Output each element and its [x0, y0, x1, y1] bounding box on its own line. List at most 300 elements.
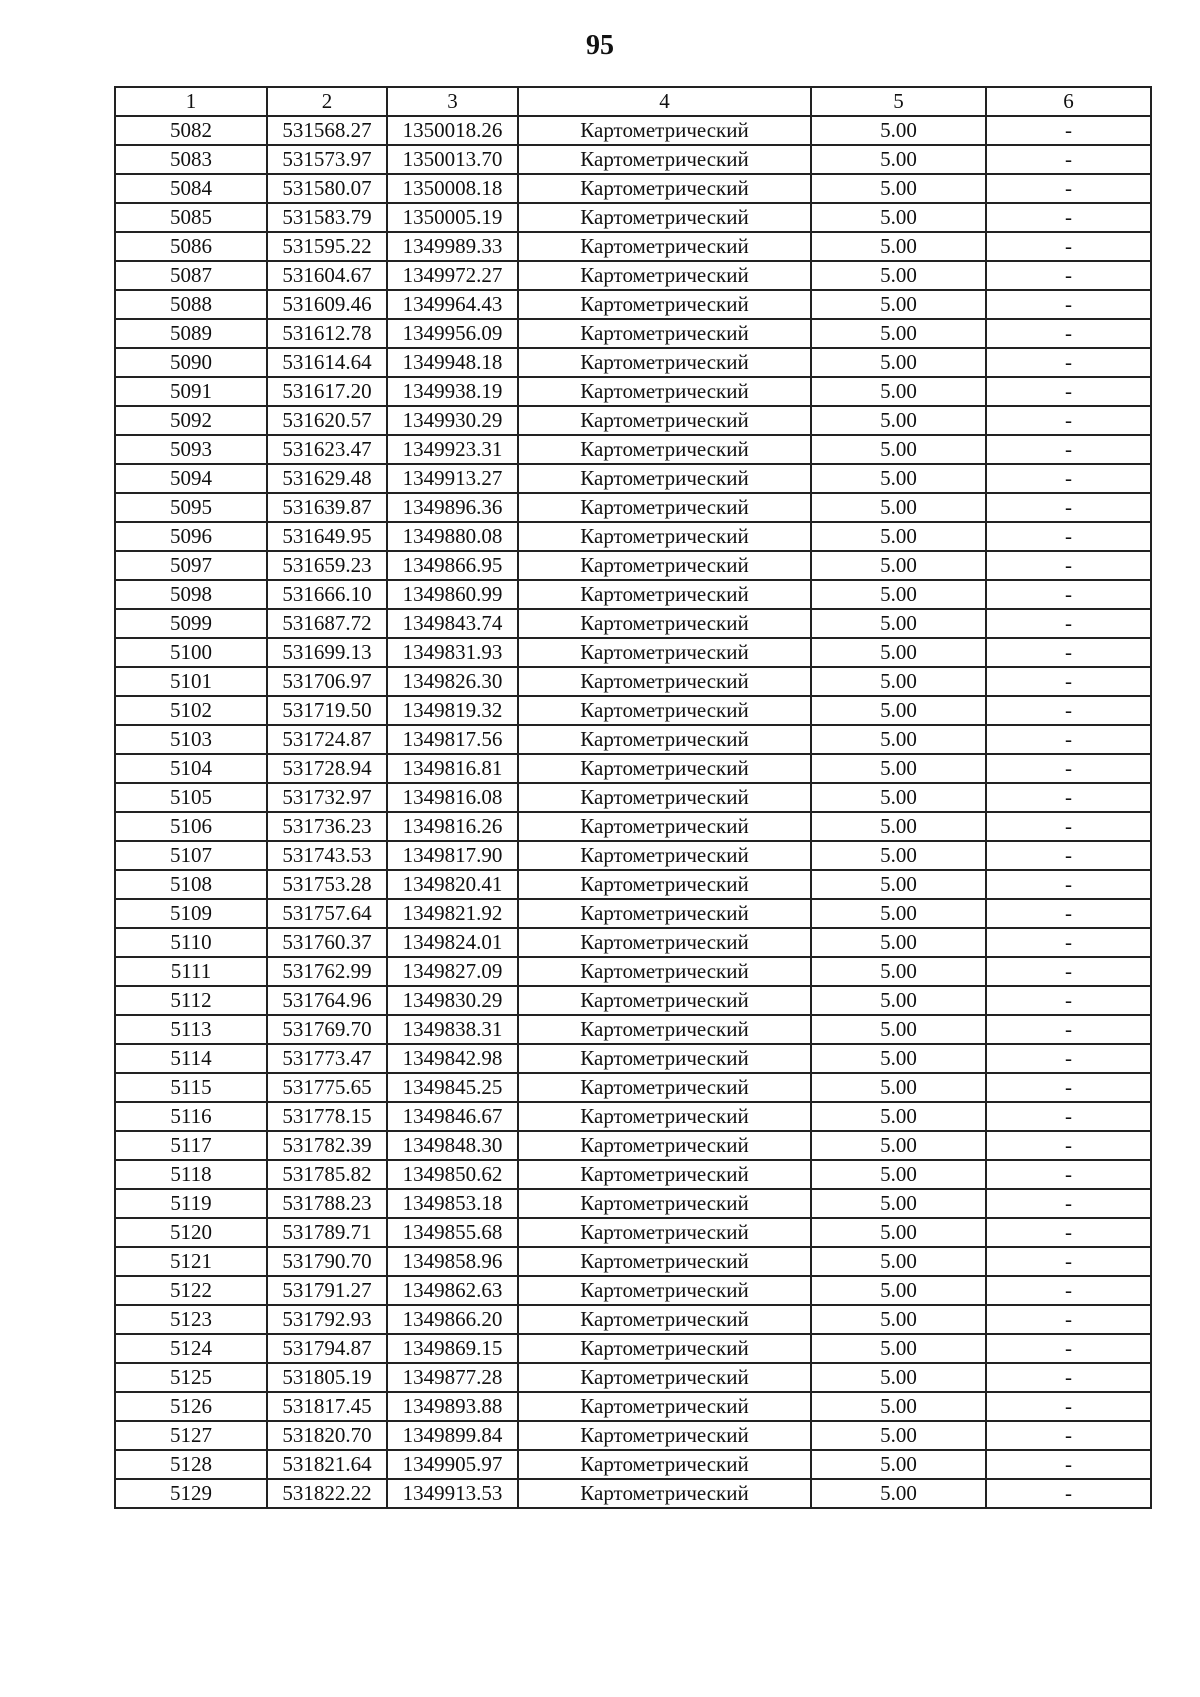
point-number-cell: 5129: [115, 1479, 267, 1508]
x-coordinate-cell: 531604.67: [267, 261, 387, 290]
description-cell: -: [986, 725, 1151, 754]
header-cell-5: 5: [811, 87, 986, 116]
y-coordinate-cell: 1349820.41: [387, 870, 518, 899]
accuracy-cell: 5.00: [811, 812, 986, 841]
point-number-cell: 5090: [115, 348, 267, 377]
x-coordinate-cell: 531580.07: [267, 174, 387, 203]
y-coordinate-cell: 1349896.36: [387, 493, 518, 522]
point-number-cell: 5084: [115, 174, 267, 203]
x-coordinate-cell: 531789.71: [267, 1218, 387, 1247]
point-number-cell: 5110: [115, 928, 267, 957]
x-coordinate-cell: 531666.10: [267, 580, 387, 609]
method-cell: Картометрический: [518, 1073, 811, 1102]
x-coordinate-cell: 531724.87: [267, 725, 387, 754]
table-body: [115, 116, 1151, 1508]
table-row: [115, 957, 1151, 986]
point-number-cell: 5121: [115, 1247, 267, 1276]
header-cell-3: 3: [387, 87, 518, 116]
y-coordinate-cell: 1349956.09: [387, 319, 518, 348]
point-number-cell: 5095: [115, 493, 267, 522]
description-cell: -: [986, 1247, 1151, 1276]
table-row: [115, 1247, 1151, 1276]
description-cell: -: [986, 1102, 1151, 1131]
method-cell: Картометрический: [518, 841, 811, 870]
x-coordinate-cell: 531687.72: [267, 609, 387, 638]
x-coordinate-cell: 531659.23: [267, 551, 387, 580]
accuracy-cell: 5.00: [811, 377, 986, 406]
accuracy-cell: 5.00: [811, 986, 986, 1015]
table-row: [115, 1392, 1151, 1421]
y-coordinate-cell: 1349850.62: [387, 1160, 518, 1189]
description-cell: -: [986, 406, 1151, 435]
description-cell: -: [986, 435, 1151, 464]
x-coordinate-cell: 531820.70: [267, 1421, 387, 1450]
description-cell: -: [986, 667, 1151, 696]
y-coordinate-cell: 1349838.31: [387, 1015, 518, 1044]
description-cell: -: [986, 870, 1151, 899]
accuracy-cell: 5.00: [811, 841, 986, 870]
point-number-cell: 5101: [115, 667, 267, 696]
method-cell: Картометрический: [518, 1479, 811, 1508]
y-coordinate-cell: 1349880.08: [387, 522, 518, 551]
method-cell: Картометрический: [518, 783, 811, 812]
method-cell: Картометрический: [518, 609, 811, 638]
table-row: [115, 1102, 1151, 1131]
accuracy-cell: 5.00: [811, 290, 986, 319]
y-coordinate-cell: 1349899.84: [387, 1421, 518, 1450]
method-cell: Картометрический: [518, 754, 811, 783]
table-row: [115, 406, 1151, 435]
method-cell: Картометрический: [518, 493, 811, 522]
table-row: [115, 435, 1151, 464]
x-coordinate-cell: 531612.78: [267, 319, 387, 348]
accuracy-cell: 5.00: [811, 1392, 986, 1421]
description-cell: -: [986, 754, 1151, 783]
x-coordinate-cell: 531609.46: [267, 290, 387, 319]
table-row: [115, 551, 1151, 580]
method-cell: Картометрический: [518, 638, 811, 667]
table-row: [115, 899, 1151, 928]
point-number-cell: 5108: [115, 870, 267, 899]
table-row: [115, 841, 1151, 870]
description-cell: -: [986, 1131, 1151, 1160]
description-cell: -: [986, 1334, 1151, 1363]
description-cell: -: [986, 986, 1151, 1015]
x-coordinate-cell: 531805.19: [267, 1363, 387, 1392]
description-cell: -: [986, 812, 1151, 841]
point-number-cell: 5113: [115, 1015, 267, 1044]
point-number-cell: 5105: [115, 783, 267, 812]
accuracy-cell: 5.00: [811, 406, 986, 435]
method-cell: Картометрический: [518, 261, 811, 290]
description-cell: -: [986, 1479, 1151, 1508]
accuracy-cell: 5.00: [811, 1247, 986, 1276]
y-coordinate-cell: 1349817.90: [387, 841, 518, 870]
description-cell: -: [986, 319, 1151, 348]
table-row: [115, 1160, 1151, 1189]
table-row: [115, 1044, 1151, 1073]
point-number-cell: 5106: [115, 812, 267, 841]
page-number: 95: [586, 30, 614, 61]
table-row: [115, 290, 1151, 319]
accuracy-cell: 5.00: [811, 1479, 986, 1508]
method-cell: Картометрический: [518, 348, 811, 377]
point-number-cell: 5094: [115, 464, 267, 493]
accuracy-cell: 5.00: [811, 1160, 986, 1189]
accuracy-cell: 5.00: [811, 1363, 986, 1392]
accuracy-cell: 5.00: [811, 899, 986, 928]
x-coordinate-cell: 531568.27: [267, 116, 387, 145]
x-coordinate-cell: 531719.50: [267, 696, 387, 725]
y-coordinate-cell: 1349842.98: [387, 1044, 518, 1073]
y-coordinate-cell: 1349824.01: [387, 928, 518, 957]
method-cell: Картометрический: [518, 435, 811, 464]
y-coordinate-cell: 1349913.53: [387, 1479, 518, 1508]
description-cell: -: [986, 116, 1151, 145]
header-row: [115, 87, 1151, 116]
method-cell: Картометрический: [518, 319, 811, 348]
x-coordinate-cell: 531614.64: [267, 348, 387, 377]
method-cell: Картометрический: [518, 957, 811, 986]
y-coordinate-cell: 1349866.20: [387, 1305, 518, 1334]
x-coordinate-cell: 531791.27: [267, 1276, 387, 1305]
method-cell: Картометрический: [518, 464, 811, 493]
accuracy-cell: 5.00: [811, 145, 986, 174]
y-coordinate-cell: 1349816.26: [387, 812, 518, 841]
description-cell: -: [986, 1189, 1151, 1218]
x-coordinate-cell: 531649.95: [267, 522, 387, 551]
method-cell: Картометрический: [518, 1102, 811, 1131]
accuracy-cell: 5.00: [811, 1131, 986, 1160]
point-number-cell: 5107: [115, 841, 267, 870]
method-cell: Картометрический: [518, 290, 811, 319]
table-row: [115, 319, 1151, 348]
description-cell: -: [986, 957, 1151, 986]
x-coordinate-cell: 531736.23: [267, 812, 387, 841]
point-number-cell: 5114: [115, 1044, 267, 1073]
table-row: [115, 928, 1151, 957]
description-cell: -: [986, 580, 1151, 609]
y-coordinate-cell: 1350008.18: [387, 174, 518, 203]
table-row: [115, 1479, 1151, 1508]
point-number-cell: 5127: [115, 1421, 267, 1450]
point-number-cell: 5128: [115, 1450, 267, 1479]
x-coordinate-cell: 531785.82: [267, 1160, 387, 1189]
description-cell: -: [986, 1218, 1151, 1247]
y-coordinate-cell: 1349913.27: [387, 464, 518, 493]
coordinates-table: [114, 86, 1152, 1509]
accuracy-cell: 5.00: [811, 174, 986, 203]
point-number-cell: 5122: [115, 1276, 267, 1305]
accuracy-cell: 5.00: [811, 435, 986, 464]
method-cell: Картометрический: [518, 1392, 811, 1421]
method-cell: Картометрический: [518, 899, 811, 928]
x-coordinate-cell: 531790.70: [267, 1247, 387, 1276]
table-row: [115, 1015, 1151, 1044]
y-coordinate-cell: 1349964.43: [387, 290, 518, 319]
accuracy-cell: 5.00: [811, 1276, 986, 1305]
x-coordinate-cell: 531728.94: [267, 754, 387, 783]
accuracy-cell: 5.00: [811, 1421, 986, 1450]
table-row: [115, 493, 1151, 522]
accuracy-cell: 5.00: [811, 203, 986, 232]
table-row: [115, 986, 1151, 1015]
y-coordinate-cell: 1349819.32: [387, 696, 518, 725]
point-number-cell: 5103: [115, 725, 267, 754]
accuracy-cell: 5.00: [811, 522, 986, 551]
point-number-cell: 5104: [115, 754, 267, 783]
y-coordinate-cell: 1349816.08: [387, 783, 518, 812]
x-coordinate-cell: 531573.97: [267, 145, 387, 174]
accuracy-cell: 5.00: [811, 261, 986, 290]
point-number-cell: 5120: [115, 1218, 267, 1247]
description-cell: -: [986, 203, 1151, 232]
table-row: [115, 116, 1151, 145]
description-cell: -: [986, 899, 1151, 928]
point-number-cell: 5089: [115, 319, 267, 348]
y-coordinate-cell: 1350018.26: [387, 116, 518, 145]
x-coordinate-cell: 531760.37: [267, 928, 387, 957]
x-coordinate-cell: 531732.97: [267, 783, 387, 812]
x-coordinate-cell: 531769.70: [267, 1015, 387, 1044]
method-cell: Картометрический: [518, 928, 811, 957]
description-cell: -: [986, 145, 1151, 174]
method-cell: Картометрический: [518, 580, 811, 609]
description-cell: -: [986, 638, 1151, 667]
method-cell: Картометрический: [518, 1131, 811, 1160]
accuracy-cell: 5.00: [811, 1218, 986, 1247]
x-coordinate-cell: 531583.79: [267, 203, 387, 232]
table-row: [115, 1218, 1151, 1247]
y-coordinate-cell: 1349855.68: [387, 1218, 518, 1247]
x-coordinate-cell: 531764.96: [267, 986, 387, 1015]
method-cell: Картометрический: [518, 203, 811, 232]
x-coordinate-cell: 531778.15: [267, 1102, 387, 1131]
point-number-cell: 5085: [115, 203, 267, 232]
description-cell: -: [986, 1392, 1151, 1421]
method-cell: Картометрический: [518, 145, 811, 174]
table-row: [115, 609, 1151, 638]
point-number-cell: 5097: [115, 551, 267, 580]
point-number-cell: 5087: [115, 261, 267, 290]
y-coordinate-cell: 1349858.96: [387, 1247, 518, 1276]
accuracy-cell: 5.00: [811, 725, 986, 754]
method-cell: Картометрический: [518, 174, 811, 203]
accuracy-cell: 5.00: [811, 1189, 986, 1218]
accuracy-cell: 5.00: [811, 580, 986, 609]
table-header: [115, 87, 1151, 116]
x-coordinate-cell: 531706.97: [267, 667, 387, 696]
accuracy-cell: 5.00: [811, 1450, 986, 1479]
description-cell: -: [986, 783, 1151, 812]
description-cell: -: [986, 1363, 1151, 1392]
table-row: [115, 696, 1151, 725]
y-coordinate-cell: 1349893.88: [387, 1392, 518, 1421]
method-cell: Картометрический: [518, 1044, 811, 1073]
point-number-cell: 5109: [115, 899, 267, 928]
table-row: [115, 232, 1151, 261]
description-cell: -: [986, 493, 1151, 522]
x-coordinate-cell: 531788.23: [267, 1189, 387, 1218]
description-cell: -: [986, 696, 1151, 725]
y-coordinate-cell: 1349831.93: [387, 638, 518, 667]
y-coordinate-cell: 1349843.74: [387, 609, 518, 638]
y-coordinate-cell: 1349923.31: [387, 435, 518, 464]
accuracy-cell: 5.00: [811, 696, 986, 725]
point-number-cell: 5117: [115, 1131, 267, 1160]
description-cell: -: [986, 1276, 1151, 1305]
table-row: [115, 261, 1151, 290]
y-coordinate-cell: 1349938.19: [387, 377, 518, 406]
table-row: [115, 754, 1151, 783]
y-coordinate-cell: 1349930.29: [387, 406, 518, 435]
x-coordinate-cell: 531822.22: [267, 1479, 387, 1508]
y-coordinate-cell: 1349830.29: [387, 986, 518, 1015]
x-coordinate-cell: 531753.28: [267, 870, 387, 899]
method-cell: Картометрический: [518, 725, 811, 754]
method-cell: Картометрический: [518, 1305, 811, 1334]
method-cell: Картометрический: [518, 1334, 811, 1363]
method-cell: Картометрический: [518, 522, 811, 551]
header-cell-4: 4: [518, 87, 811, 116]
method-cell: Картометрический: [518, 1189, 811, 1218]
accuracy-cell: 5.00: [811, 464, 986, 493]
table-row: [115, 203, 1151, 232]
point-number-cell: 5088: [115, 290, 267, 319]
point-number-cell: 5123: [115, 1305, 267, 1334]
point-number-cell: 5092: [115, 406, 267, 435]
method-cell: Картометрический: [518, 696, 811, 725]
accuracy-cell: 5.00: [811, 783, 986, 812]
description-cell: -: [986, 928, 1151, 957]
y-coordinate-cell: 1349866.95: [387, 551, 518, 580]
y-coordinate-cell: 1350013.70: [387, 145, 518, 174]
table-row: [115, 1363, 1151, 1392]
header-cell-2: 2: [267, 87, 387, 116]
point-number-cell: 5125: [115, 1363, 267, 1392]
accuracy-cell: 5.00: [811, 1044, 986, 1073]
method-cell: Картометрический: [518, 406, 811, 435]
description-cell: -: [986, 1160, 1151, 1189]
point-number-cell: 5096: [115, 522, 267, 551]
x-coordinate-cell: 531775.65: [267, 1073, 387, 1102]
table-row: [115, 812, 1151, 841]
point-number-cell: 5102: [115, 696, 267, 725]
x-coordinate-cell: 531794.87: [267, 1334, 387, 1363]
accuracy-cell: 5.00: [811, 870, 986, 899]
point-number-cell: 5115: [115, 1073, 267, 1102]
accuracy-cell: 5.00: [811, 1102, 986, 1131]
y-coordinate-cell: 1349972.27: [387, 261, 518, 290]
table-row: [115, 377, 1151, 406]
table-row: [115, 638, 1151, 667]
table-row: [115, 1131, 1151, 1160]
method-cell: Картометрический: [518, 1160, 811, 1189]
description-cell: -: [986, 551, 1151, 580]
description-cell: -: [986, 261, 1151, 290]
description-cell: -: [986, 522, 1151, 551]
description-cell: -: [986, 174, 1151, 203]
description-cell: -: [986, 1044, 1151, 1073]
table-row: [115, 1305, 1151, 1334]
table-row: [115, 1189, 1151, 1218]
accuracy-cell: 5.00: [811, 1305, 986, 1334]
accuracy-cell: 5.00: [811, 348, 986, 377]
accuracy-cell: 5.00: [811, 928, 986, 957]
point-number-cell: 5100: [115, 638, 267, 667]
point-number-cell: 5118: [115, 1160, 267, 1189]
accuracy-cell: 5.00: [811, 116, 986, 145]
x-coordinate-cell: 531773.47: [267, 1044, 387, 1073]
x-coordinate-cell: 531821.64: [267, 1450, 387, 1479]
y-coordinate-cell: 1349848.30: [387, 1131, 518, 1160]
y-coordinate-cell: 1349989.33: [387, 232, 518, 261]
point-number-cell: 5082: [115, 116, 267, 145]
method-cell: Картометрический: [518, 1450, 811, 1479]
y-coordinate-cell: 1349817.56: [387, 725, 518, 754]
table-row: [115, 1334, 1151, 1363]
point-number-cell: 5083: [115, 145, 267, 174]
table-row: [115, 145, 1151, 174]
description-cell: -: [986, 1305, 1151, 1334]
table-row: [115, 174, 1151, 203]
method-cell: Картометрический: [518, 232, 811, 261]
table-row: [115, 783, 1151, 812]
method-cell: Картометрический: [518, 551, 811, 580]
table-row: [115, 464, 1151, 493]
description-cell: -: [986, 1073, 1151, 1102]
y-coordinate-cell: 1349845.25: [387, 1073, 518, 1102]
y-coordinate-cell: 1349821.92: [387, 899, 518, 928]
x-coordinate-cell: 531620.57: [267, 406, 387, 435]
accuracy-cell: 5.00: [811, 1073, 986, 1102]
table-row: [115, 870, 1151, 899]
y-coordinate-cell: 1349826.30: [387, 667, 518, 696]
description-cell: -: [986, 377, 1151, 406]
table-row: [115, 348, 1151, 377]
y-coordinate-cell: 1349860.99: [387, 580, 518, 609]
point-number-cell: 5093: [115, 435, 267, 464]
method-cell: Картометрический: [518, 812, 811, 841]
x-coordinate-cell: 531617.20: [267, 377, 387, 406]
description-cell: -: [986, 609, 1151, 638]
method-cell: Картометрический: [518, 1247, 811, 1276]
method-cell: Картометрический: [518, 1015, 811, 1044]
point-number-cell: 5112: [115, 986, 267, 1015]
method-cell: Картометрический: [518, 1363, 811, 1392]
accuracy-cell: 5.00: [811, 1334, 986, 1363]
x-coordinate-cell: 531699.13: [267, 638, 387, 667]
method-cell: Картометрический: [518, 377, 811, 406]
x-coordinate-cell: 531629.48: [267, 464, 387, 493]
table-row: [115, 725, 1151, 754]
y-coordinate-cell: 1349877.28: [387, 1363, 518, 1392]
header-cell-1: 1: [115, 87, 267, 116]
y-coordinate-cell: 1349869.15: [387, 1334, 518, 1363]
table-row: [115, 1421, 1151, 1450]
accuracy-cell: 5.00: [811, 319, 986, 348]
accuracy-cell: 5.00: [811, 232, 986, 261]
table-row: [115, 1450, 1151, 1479]
point-number-cell: 5116: [115, 1102, 267, 1131]
table-row: [115, 522, 1151, 551]
table-row: [115, 1276, 1151, 1305]
x-coordinate-cell: 531817.45: [267, 1392, 387, 1421]
x-coordinate-cell: 531623.47: [267, 435, 387, 464]
x-coordinate-cell: 531743.53: [267, 841, 387, 870]
method-cell: Картометрический: [518, 116, 811, 145]
y-coordinate-cell: 1349846.67: [387, 1102, 518, 1131]
